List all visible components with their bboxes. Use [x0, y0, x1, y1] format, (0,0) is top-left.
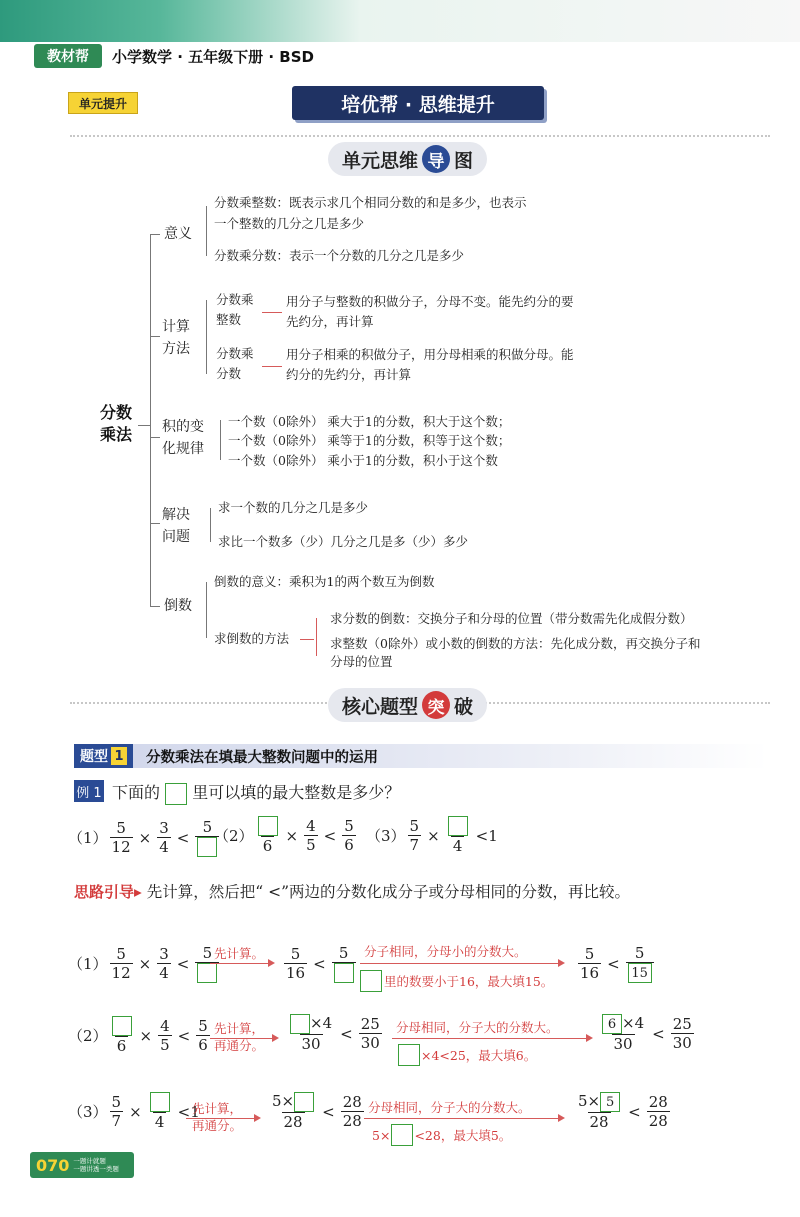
- label-line: 整数: [216, 312, 242, 327]
- arrow-head: [586, 1034, 593, 1042]
- root-line: 分数: [100, 403, 133, 422]
- fraction: 6: [256, 816, 280, 855]
- section-title-tail: 图: [454, 149, 474, 172]
- mindmap-section-title: [328, 142, 487, 176]
- problem-1: （1） $\frac{5}{12}$ × $\frac{3}{4}$ < 5: [68, 818, 221, 857]
- section-title-tail: 破: [454, 695, 474, 718]
- note-text: 里的数要小于16，最大填15。: [384, 974, 554, 989]
- section-title-text: 单元思维: [342, 149, 419, 172]
- slogan-line: 一题计就题: [73, 1157, 106, 1165]
- problem-number: （3）: [68, 1103, 108, 1121]
- arrow-head: [272, 1034, 279, 1042]
- fraction: $\frac{3}{4}$: [159, 819, 169, 856]
- fraction: $\frac{6 \times 4}{30}$: [600, 1014, 646, 1053]
- reciprocal-method-label: 求倒数的方法: [214, 631, 290, 646]
- question: [112, 780, 400, 805]
- section-title-badge: 导: [422, 145, 450, 173]
- solution-2-left: （2） 6 × $\frac{4}{5}$ < $\frac{5}{6}$: [68, 1017, 208, 1055]
- fraction: $\frac{3}{4}$: [159, 945, 169, 982]
- answer-box[interactable]: [112, 1016, 132, 1036]
- note-line: 先计算，: [192, 1101, 243, 1116]
- text-line: 约分的先约分，再计算: [286, 367, 412, 382]
- spine-line: [150, 234, 151, 606]
- arrow-line: [210, 963, 270, 964]
- note-text: ×4<25，最大填6。: [421, 1048, 537, 1063]
- fraction: 5: [332, 944, 356, 983]
- node-solve-problem: [162, 504, 190, 548]
- root-connector: [138, 425, 150, 426]
- step-note-bottom: [360, 970, 553, 992]
- label-line: 分数: [216, 366, 242, 381]
- hint-label: 思路引导: [74, 883, 135, 901]
- fraction: $\frac{28}{28}$: [342, 1093, 362, 1130]
- example-tag: 例 1: [74, 780, 104, 802]
- filled-answer-box: 5: [600, 1092, 620, 1112]
- fraction: $\frac{5}{6}$: [198, 1017, 208, 1054]
- fraction: $\frac{\times 4}{30}$: [288, 1014, 334, 1053]
- label-line: 分数乘: [216, 292, 254, 307]
- question-text: 里可以填的最大整数是多少？: [192, 783, 401, 802]
- fraction: $\frac{5}{7}$: [409, 817, 420, 854]
- node-label: 解决: [162, 507, 190, 523]
- text-line: 用分子相乘的积做分子，用分母相乘的积做分母。能: [286, 347, 574, 362]
- step-note: [192, 1100, 242, 1134]
- filled-answer-box: 15: [628, 963, 652, 983]
- method-a-label: [216, 290, 254, 330]
- divider: [70, 135, 770, 137]
- red-connector: [262, 312, 282, 313]
- solution-3-left: （3） $\frac{5}{7}$ × 4 <1: [68, 1093, 200, 1131]
- step-note: 分母相同，分子大的分数大。: [368, 1100, 531, 1115]
- node-label: 化规律: [162, 441, 204, 457]
- fraction: $\frac{28}{28}$: [648, 1093, 668, 1130]
- unit-tag: 单元提升: [68, 92, 138, 114]
- step-note: [214, 1020, 264, 1054]
- step-note: 先计算。: [214, 946, 265, 961]
- fraction: $\frac{5}{7}$: [111, 1093, 122, 1130]
- branch-connector: [150, 606, 160, 607]
- note-text: 5×: [372, 1127, 391, 1143]
- page-footer: [30, 1152, 134, 1178]
- arrow-line: [364, 1118, 560, 1119]
- title-banner: 培优帮 · 思维提升: [292, 86, 544, 120]
- bracket-line: [206, 300, 207, 374]
- mindmap-root: [100, 402, 132, 446]
- page-number: 070: [36, 1155, 70, 1175]
- problem-2: （2） 6 × $\frac{4}{5}$ < $\frac{5}{6}$: [214, 817, 354, 855]
- arrow-line: [360, 963, 560, 964]
- step-note: 分母相同，分子大的分数大。: [396, 1020, 559, 1035]
- arrow-head: [254, 1114, 261, 1122]
- reciprocal-method-1: 求分数的倒数：交换分子和分母的位置（带分数需先化成假分数）: [330, 611, 693, 626]
- arrow-head: [268, 959, 275, 967]
- subject-title: 小学数学 · 五年级下册 · BSD: [112, 48, 314, 66]
- solve-item: 求一个数的几分之几是多少: [218, 500, 369, 515]
- arrow-head: [558, 1114, 565, 1122]
- answer-box[interactable]: [197, 963, 217, 983]
- fraction: $\frac{5}{12}$: [111, 945, 131, 982]
- problem-number: （3）: [366, 827, 406, 845]
- node-meaning: 意义: [164, 226, 192, 242]
- reciprocal-meaning: 倒数的意义：乘积为1的两个数互为倒数: [214, 574, 435, 589]
- note-text: <28，最大填5。: [414, 1128, 512, 1143]
- problem-3: （3） $\frac{5}{7}$ × 4 <1: [366, 817, 498, 855]
- node-method: [162, 316, 190, 360]
- fraction: $\frac{5}{6}$: [344, 817, 354, 854]
- fraction: 4: [148, 1092, 172, 1131]
- fraction: 5: [195, 818, 219, 857]
- problem-number: （1）: [68, 829, 108, 847]
- fraction: $\frac{5}{16}$: [286, 945, 306, 982]
- bracket-line: [206, 206, 207, 256]
- step-note: 分子相同，分母小的分数大。: [364, 944, 527, 959]
- filled-answer-box: 6: [602, 1014, 622, 1034]
- solution-1-mid: $\frac{5}{16}$ < 5: [282, 944, 358, 983]
- solution-2-right: $\frac{6 \times 4}{30}$ < $\frac{25}{30}$: [598, 1014, 696, 1053]
- solution-2-mid: $\frac{\times 4}{30}$ < $\frac{25}{30}$: [286, 1014, 384, 1053]
- bracket-line: [316, 618, 317, 656]
- node-label: 计算: [162, 319, 190, 335]
- question-text: 下面的: [112, 783, 161, 802]
- node-product-rule: [162, 416, 204, 460]
- note-line: 先计算，: [214, 1021, 265, 1036]
- type-label: 题型: [80, 749, 108, 765]
- fraction: $\frac{5}{15}$: [626, 944, 654, 983]
- fraction: 5: [195, 944, 219, 983]
- text-line: 用分子与整数的积做分子，分母不变。能先约分的要: [286, 294, 574, 309]
- fraction: $\frac{5\times 5}{28}$: [576, 1092, 622, 1131]
- section-title-text: 核心题型: [342, 695, 419, 718]
- problem-number: （2）: [68, 1027, 108, 1045]
- product-item: 一个数（0除外） 乘大于1的分数，积大于这个数；: [228, 414, 511, 429]
- footer-slogan: [73, 1157, 119, 1173]
- answer-box[interactable]: [448, 816, 468, 836]
- section-title-badge: 突: [422, 691, 450, 719]
- fraction: 4: [446, 816, 470, 855]
- fraction: $\frac{4}{5}$: [160, 1017, 170, 1054]
- node-label: 方法: [162, 341, 190, 357]
- red-connector: [300, 639, 314, 640]
- reciprocal-method-2b: 分母的位置: [330, 654, 393, 669]
- solution-3-right: $\frac{5\times 5}{28}$ < $\frac{28}{28}$: [578, 1092, 668, 1131]
- answer-box[interactable]: [398, 1044, 420, 1066]
- solution-1-right: $\frac{5}{16}$ < $\frac{5}{15}$: [576, 944, 656, 983]
- answer-box[interactable]: [258, 816, 278, 836]
- reciprocal-method-2: 求整数（0除外）或小数的倒数的方法：先化成分数，再交换分子和: [330, 636, 701, 651]
- meaning-item: 分数乘分数：表示一个分数的几分之几是多少: [214, 248, 465, 263]
- fraction: $\frac{25}{30}$: [672, 1015, 692, 1052]
- type-number: 1: [111, 747, 127, 765]
- bracket-line: [220, 420, 221, 460]
- solve-item: 求比一个数多（少）几分之几是多（少）多少: [218, 534, 469, 549]
- hint-text: 先计算，然后把“ <”两边的分数化成分子或分母相同的分数，再比较。: [146, 883, 630, 901]
- step-note-bottom: [372, 1124, 511, 1146]
- arrow-line: [392, 1038, 588, 1039]
- method-b-text: [286, 345, 574, 385]
- arrow-line: [186, 1118, 256, 1119]
- method-a-text: [286, 292, 574, 332]
- note-line: 再通分。: [192, 1118, 243, 1133]
- arrow-line: [210, 1038, 274, 1039]
- method-b-label: [216, 344, 254, 384]
- solution-1-left: （1） $\frac{5}{12}$ × $\frac{3}{4}$ < 5: [68, 944, 221, 983]
- product-item: 一个数（0除外） 乘小于1的分数，积小于这个数: [228, 453, 498, 468]
- solution-3-mid: $\frac{5\times}{28}$ < $\frac{28}{28}$: [272, 1092, 362, 1131]
- arrow-head: [558, 959, 565, 967]
- problem-number: （1）: [68, 955, 108, 973]
- answer-box[interactable]: [360, 970, 382, 992]
- bracket-line: [210, 508, 211, 542]
- fraction: $\frac{5\times}{28}$: [270, 1092, 316, 1131]
- answer-box[interactable]: [165, 783, 187, 805]
- top-band: [0, 0, 800, 42]
- label-line: 分数乘: [216, 346, 254, 361]
- core-section-title: [328, 688, 487, 722]
- problem-number: （2）: [214, 827, 254, 845]
- branch-connector: [150, 336, 160, 337]
- node-reciprocal: 倒数: [164, 598, 192, 614]
- answer-box[interactable]: [290, 1014, 310, 1034]
- branch-connector: [150, 234, 160, 235]
- red-connector: [262, 366, 282, 367]
- fraction: $\frac{5}{12}$: [111, 819, 131, 856]
- fraction: $\frac{4}{5}$: [306, 817, 316, 854]
- meaning-item: 一个整数的几分之几是多少: [214, 216, 365, 231]
- answer-box[interactable]: [391, 1124, 413, 1146]
- type-title: 分数乘法在填最大整数问题中的运用: [146, 750, 378, 766]
- type-tag: [74, 744, 133, 768]
- note-line: 再通分。: [214, 1038, 265, 1053]
- branch-connector: [150, 437, 160, 438]
- answer-box[interactable]: [150, 1092, 170, 1112]
- slogan-line: 一题讲透一类题: [73, 1165, 119, 1173]
- bracket-line: [206, 582, 207, 638]
- brand-tag: 教材帮: [34, 44, 102, 68]
- fraction: 6: [110, 1016, 134, 1055]
- branch-connector: [150, 523, 160, 524]
- product-item: 一个数（0除外） 乘等于1的分数，积等于这个数；: [228, 433, 511, 448]
- node-label: 问题: [162, 529, 190, 545]
- root-line: 乘法: [100, 425, 133, 444]
- answer-box[interactable]: [294, 1092, 314, 1112]
- step-note-bottom: [398, 1044, 536, 1066]
- fraction: $\frac{25}{30}$: [360, 1015, 380, 1052]
- text-line: 先约分，再计算: [286, 314, 374, 329]
- meaning-item: 分数乘整数：既表示求几个相同分数的和是多少，也表示: [214, 195, 527, 210]
- fraction: $\frac{5}{16}$: [580, 945, 600, 982]
- answer-box[interactable]: [334, 963, 354, 983]
- node-label: 积的变: [162, 419, 204, 435]
- hint: 思路引导▸ 先计算，然后把“ <”两边的分数化成分子或分母相同的分数，再比较。: [74, 883, 630, 901]
